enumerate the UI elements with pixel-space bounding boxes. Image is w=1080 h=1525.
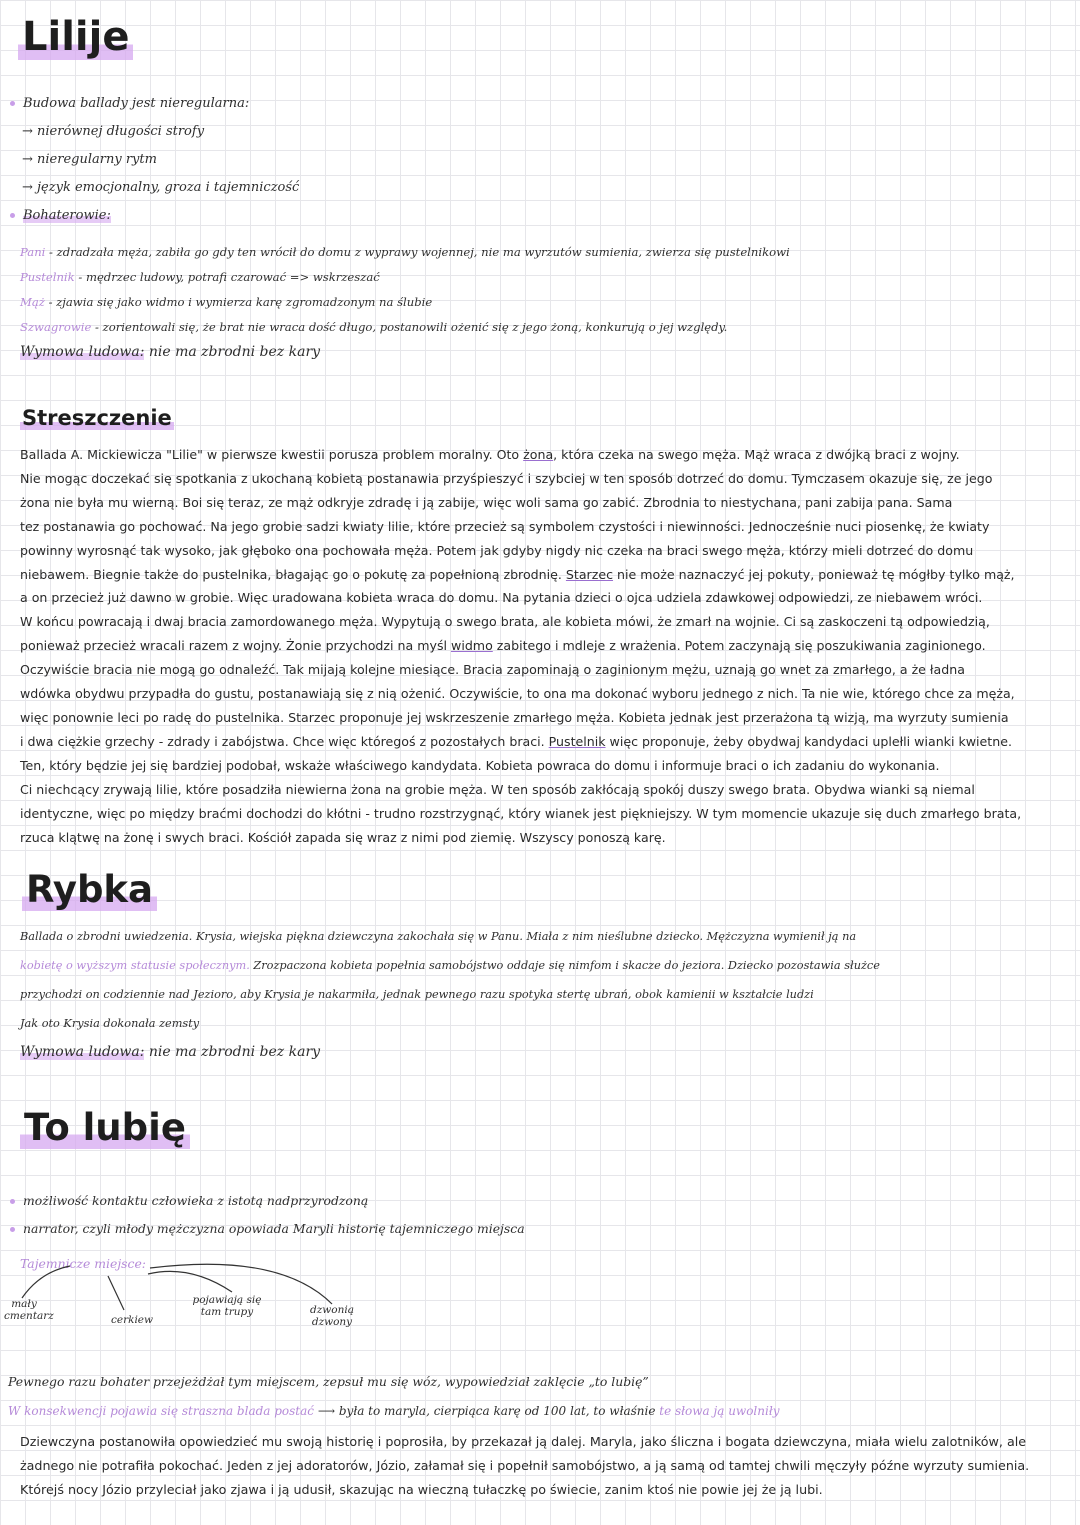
summary-line: i dwa ciężkie grzechy - zdrady i zabójstwa. Chce więc któregoś z pozostałych braci. Pustelnik więc proponuje, żeby obydwaj kandydaci uplełli wianki kwietne. bbox=[20, 733, 1012, 749]
tolubie-section bbox=[20, 1106, 190, 1149]
rybka-moral: Wymowa ludowa: nie ma zbrodni bez kary bbox=[20, 1044, 321, 1060]
summary-line: Oczywiście bracia nie mogą go odnaleźć. Tak mijają kolejne miesiące. Bracia zapominają o zaginionym mężu, uznają go wnet za zmarłego, a że ładna bbox=[20, 662, 965, 678]
tolubie-bullet: narrator, czyli młody mężczyzna opowiada Maryli historię tajemniczego miejsca bbox=[10, 1215, 525, 1243]
bullet-dot bbox=[10, 1227, 15, 1232]
summary-line: ponieważ przecież wracali razem z wojny. Żonie przychodzi na myśl widmo zabitego i mdleje z wrażenia. Potem zaczynają się poszukiwania zaginionego. bbox=[20, 638, 986, 654]
summary-line: identyczne, więc po między braćmi dochodzi do kłótni - trudno rozstrzygnąć, który wianek jest piękniejszy. W tym momencie ukazuje się duch zmarłego brata, bbox=[20, 805, 1022, 821]
rybka-line: Ballada o zbrodni uwiedzenia. Krysia, wiejska piękna dziewczyna zakochała się w Panu. Miała z nim nieślubne dziecko. Mężczyzna wymienił ją na bbox=[20, 930, 857, 943]
summary-line: Ten, który będzie jej się bardziej podobał, wskaże właściwego kandydata. Kobieta powraca do domu i informuje braci o ich zadaniu do wykonania. bbox=[20, 757, 940, 773]
hero-row bbox=[20, 265, 790, 290]
place-label: Tajemnicze miejsce: bbox=[20, 1256, 146, 1271]
arrow-to-corpses bbox=[148, 1271, 232, 1292]
hero-row bbox=[20, 290, 790, 315]
tolubie-summary bbox=[20, 1430, 1029, 1502]
bullet-dot bbox=[10, 213, 15, 218]
place-item: mały cmentarz bbox=[4, 1298, 54, 1322]
tolubie-bullets bbox=[10, 1187, 525, 1243]
lilie-structure bbox=[10, 90, 299, 230]
summary-line: tez postanawia go pochować. Na jego grobie sadzi kwiaty lilie, które przecież są symbolem czystości i niewinności. Jednocześnie nuci piosenkę, że kwiaty bbox=[20, 518, 990, 534]
print-line: Dziewczyna postanowiła opowiedzieć mu swoją historię i poprosiła, by przekazał ją dalej. Maryla, jako śliczna i bogata dziewczyna, miała wielu zalotników, ale bbox=[20, 1434, 1027, 1449]
place-item: cerkiew bbox=[110, 1314, 154, 1326]
lilie-section bbox=[18, 14, 133, 60]
rybka-text bbox=[20, 922, 880, 1067]
arrow-to-church bbox=[108, 1276, 124, 1310]
tolubie-title: To lubię bbox=[20, 1106, 190, 1149]
place-item: dzwonią dzwony bbox=[310, 1304, 354, 1328]
lilie-moral: Wymowa ludowa: nie ma zbrodni bez kary bbox=[20, 344, 321, 360]
hero-row bbox=[20, 240, 790, 265]
bullet-dot bbox=[10, 1199, 15, 1204]
structure-intro: Budowa ballady jest nieregularna: bbox=[10, 90, 299, 118]
summary-heading-wrap bbox=[20, 406, 174, 430]
rybka-line: Jak oto Krysia dokonała zemsty bbox=[20, 1017, 200, 1030]
rybka-line: kobietę o wyższym statusie społecznym. Zrozpaczona kobieta popełnia samobójstwo oddaje się nimfom i skacze do jeziora. Dziecko pozostawia służce bbox=[20, 959, 880, 972]
summary-line: W końcu powracają i dwaj bracia zamordowanego męża. Wypytują o swego brata, ale kobieta mówi, że zmarł na wojnie. Ci są zaskoczeni tą odpowiedzią, bbox=[20, 614, 990, 630]
hero-name: Pustelnik bbox=[20, 270, 75, 284]
hero-desc: - zdradzała męża, zabiła go gdy ten wrócił do domu z wyprawy wojennej, nie ma wyrzutów sumienia, zwierza się pustelnikowi bbox=[45, 245, 790, 259]
summary-line: wdówka obydwu przypadła do gustu, postanawiają się z nią ożenić. Oczywiście, to ona ma dokonać wyboru jednego z nich. Ta nie wie, którego chce za męża, bbox=[20, 686, 1015, 702]
structure-item: → nieregularny rytm bbox=[22, 152, 157, 167]
summary-line: Nie mogąc doczekać się spotkania z ukochaną kobietą postanawia przyśpieszyć i szybciej w ten sposób dotrzeć do domu. Tymczasem okazuje się, ze jego bbox=[20, 470, 993, 486]
print-line: Którejś nocy Józio przyleciał jako zjawa i ją udusił, skazując na wieczną tułaczkę po świecie, zanim ktoś nie powie jej że ją lubi. bbox=[20, 1482, 823, 1497]
tolubie-hand-2: W konsekwencji pojawia się straszna blada postać ⟶ była to maryla, cierpiąca karę od 100 lat, to właśnie te słowa ją uwolniły bbox=[8, 1404, 780, 1418]
place-item: pojawiają się tam trupy bbox=[192, 1294, 262, 1318]
summary-line: więc ponownie leci po radę do pustelnika. Starzec proponuje jej wskrzeszenie zmarłego męża. Kobieta jednak jest przerażona tą wizją, ma wyrzuty sumienia bbox=[20, 709, 1009, 725]
hero-row bbox=[20, 315, 790, 340]
hero-desc: - zjawia się jako widmo i wymierza karę zgromadzonym na ślubie bbox=[44, 295, 433, 309]
summary-line: a on przecież już dawno w grobie. Więc uradowana kobieta wraca do domu. Na pytania dzieci o ojca udziela zdawkowej odpowiedzi, ze niebawem wróci. bbox=[20, 590, 983, 606]
lilie-title: Lilije bbox=[18, 14, 133, 60]
summary-line: Ballada A. Mickiewicza "Lilie" w pierwsze kwestii porusza problem moralny. Oto żona, która czeka na swego męża. Mąż wraca z dwójką braci z wojny. bbox=[20, 447, 960, 462]
summary-line: powinny wyrosnąć tak wysoko, jak głęboko ona pochowała męża. Potem jak gdyby nigdy nic czeka na braci swego męża, którzy mieli dotrzeć do domu bbox=[20, 542, 974, 558]
bullet-dot bbox=[10, 101, 15, 106]
tolubie-bullet: możliwość kontaktu człowieka z istotą nadprzyrodzoną bbox=[10, 1187, 525, 1215]
lilie-heroes bbox=[20, 240, 790, 365]
structure-item: → nierównej długości strofy bbox=[22, 124, 205, 139]
rybka-line: przychodzi on codziennie nad Jezioro, aby Krysia je nakarmiła, jednak pewnego razu spotyka stertę ubrań, obok kamienii w kształcie ludzi bbox=[20, 988, 814, 1001]
rybka-title: Rybka bbox=[22, 868, 157, 911]
hero-name: Mąż bbox=[20, 295, 45, 309]
arrow-to-cemetery bbox=[22, 1266, 70, 1298]
hero-desc: - zorientowali się, że brat nie wraca dość długo, postanowili ożenić się z jego żoną, konkurują o jej względy. bbox=[91, 320, 728, 334]
structure-item: → język emocjonalny, groza i tajemniczość bbox=[22, 180, 300, 195]
hero-desc: - mędrzec ludowy, potrafi czarować => wskrzeszać bbox=[74, 270, 380, 284]
rybka-section bbox=[22, 868, 157, 911]
summary-line: niebawem. Biegnie także do pustelnika, błagając go o pokutę za popełnioną zbrodnię. Starzec nie może naznaczyć jej pokuty, ponieważ tę mógłby tylko mąż, bbox=[20, 566, 1015, 582]
hero-name: Pani bbox=[20, 245, 46, 259]
summary-line: Ci niechcący zrywają lilie, które posadziła niewierna żona na grobie męża. W ten sposób zakłócają spokój duszy swego brata. Obydwa wianki są niemal bbox=[20, 781, 975, 797]
summary-heading: Streszczenie bbox=[22, 406, 172, 430]
heroes-label: Bohaterowie: bbox=[10, 202, 299, 230]
hero-name: Szwagrowie bbox=[20, 320, 92, 334]
lilie-summary bbox=[20, 443, 1021, 849]
arrow-glyph: ⟶ bbox=[314, 1404, 336, 1418]
summary-line: rzuca klątwę na żonę i swych braci. Kościół zapada się wraz z nimi pod ziemię. Wszyscy ponoszą karę. bbox=[20, 829, 666, 845]
tolubie-hand-1: Pewnego razu bohater przejeżdżał tym miejscem, zepsuł mu się wóz, wypowiedział zaklęcie „to lubię” bbox=[8, 1374, 649, 1389]
summary-line: żona nie była mu wierną. Boi się teraz, ze mąż odkryje zdradę i ją zabije, więc woli sama go zabić. Zbrodnia to niestychana, pani zabija pana. Sama bbox=[20, 494, 953, 510]
print-line: żadnego nie potrafiła pokochać. Jeden z jej adoratorów, Józio, załamał się i popełnił samobójstwo, a ją samą od tamtej chwili męczyły późne wyrzuty sumienia. bbox=[20, 1458, 1030, 1473]
